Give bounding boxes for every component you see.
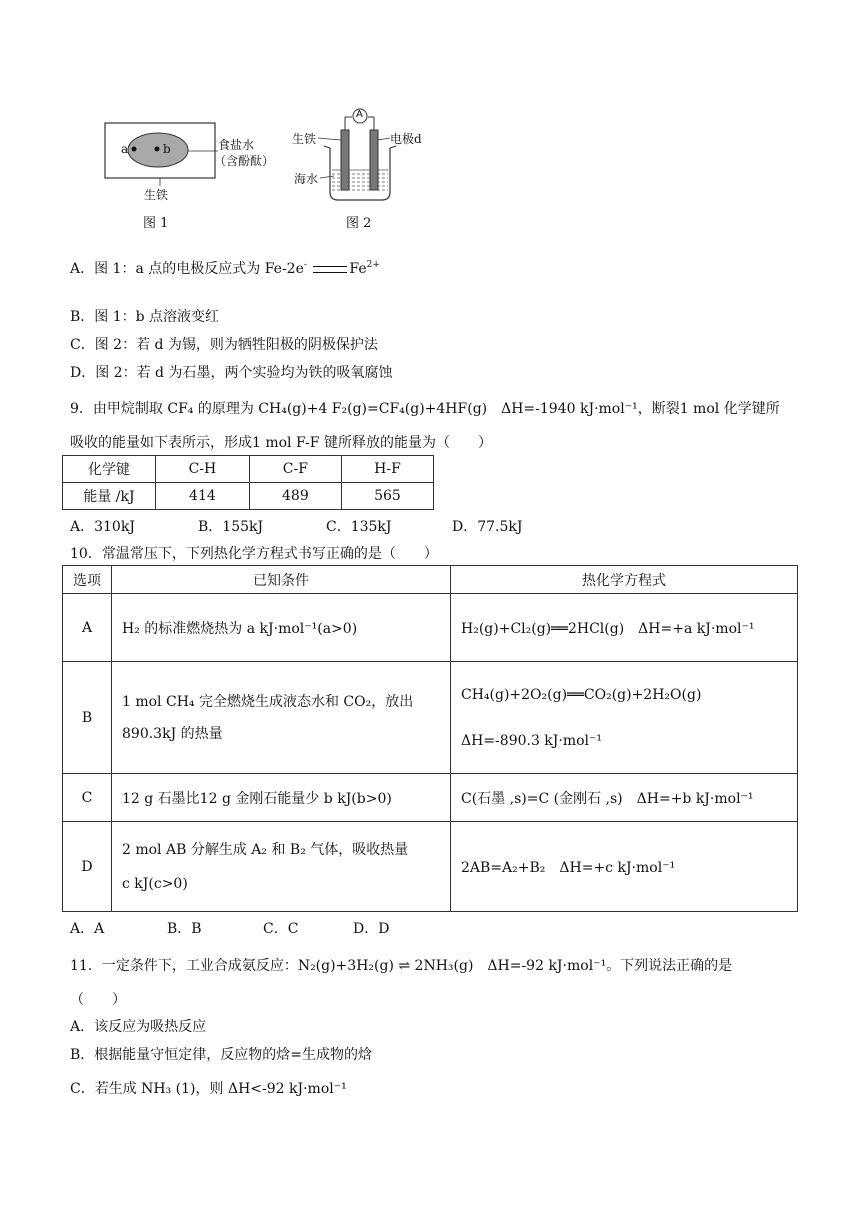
- figure-2: [290, 100, 440, 210]
- condition-cell: 12 g 石墨比12 g 金刚石能量少 b kJ(b>0): [112, 774, 451, 822]
- q8-option-b: B．图 1：b 点溶液变红: [70, 309, 220, 325]
- table-cell: 489: [249, 483, 341, 510]
- condition-cell: H₂ 的标准燃烧热为 a kJ·mol⁻¹(a>0): [112, 594, 451, 662]
- bond-energy-table: [62, 455, 434, 510]
- table-row: [63, 594, 798, 662]
- q8-option-d: D．图 2：若 d 为石墨，两个实验均为铁的吸氧腐蚀: [70, 365, 393, 381]
- q10-option-b: B．B: [167, 921, 202, 937]
- table-row: [63, 662, 798, 774]
- q9-option-a: A．310kJ: [70, 519, 135, 535]
- label-pig-iron-electrode: 生铁: [292, 132, 317, 146]
- label-electrode-d: 电极d: [390, 132, 422, 146]
- label-a: a: [121, 142, 129, 156]
- table-cell: C-F: [249, 456, 341, 483]
- q9-option-b: B．155kJ: [198, 519, 264, 535]
- q9-stem-line2: 吸收的能量如下表所示，形成1 mol F-F 键所释放的能量为（ ）: [70, 435, 492, 451]
- condition-cell: 1 mol CH₄ 完全燃烧生成液态水和 CO₂，放出 890.3kJ 的热量: [112, 662, 451, 774]
- option-cell: D: [63, 822, 112, 912]
- q10-option-c: C．C: [263, 921, 299, 937]
- q8-option-c: C．图 2：若 d 为锡，则为牺牲阳极的阴极保护法: [70, 337, 378, 353]
- equals-sign: [313, 266, 347, 273]
- figure-1: [100, 118, 290, 213]
- q11-option-a: A．该反应为吸热反应: [70, 1019, 207, 1035]
- q11-option-b: B．根据能量守恒定律，反应物的焓=生成物的焓: [70, 1047, 373, 1063]
- q11-stem-line1: 11．一定条件下，工业合成氨反应：N₂(g)+3H₂(g) ⇌ 2NH₃(g) ΔH=-92 kJ·mol⁻¹。下列说法正确的是: [70, 958, 733, 974]
- label-pig-iron: 生铁: [144, 188, 169, 202]
- condition-cell: 2 mol AB 分解生成 A₂ 和 B₂ 气体，吸收热量 c kJ(c>0): [112, 822, 451, 912]
- table-row: [63, 774, 798, 822]
- q9-option-c: C．135kJ: [326, 519, 392, 535]
- table-cell: C-H: [156, 456, 250, 483]
- label-phenolphthalein: （含酚酞）: [214, 154, 275, 168]
- q8-option-a: A．图 1：a 点的电极反应式为 Fe-2e- $Fe^{2+}$: [70, 260, 380, 277]
- table-row: [63, 483, 434, 510]
- row-header: 能量 /kJ: [63, 483, 156, 510]
- q9-stem-line1: 9．由甲烷制取 CF₄ 的原理为 CH₄(g)+4 F₂(g)=CF₄(g)+4HF(g) ΔH=-1940 kJ·mol⁻¹，断裂1 mol 化学键所: [70, 401, 780, 417]
- q10-option-d: D．D: [353, 921, 390, 937]
- q11-stem-line2: （ ）: [70, 992, 126, 1008]
- label-seawater: 海水: [294, 172, 319, 186]
- equation-cell: H₂(g)+Cl₂(g)══2HCl(g) ΔH=+a kJ·mol⁻¹: [451, 594, 798, 662]
- q10-options: [70, 918, 389, 938]
- option-cell: A: [63, 594, 112, 662]
- table-cell: 414: [156, 483, 250, 510]
- electrochemical-cell-diagram: [290, 100, 440, 210]
- q11-option-c: C．若生成 NH₃ (1)，则 ΔH<-92 kJ·mol⁻¹: [70, 1081, 347, 1097]
- q10-stem: 10．常温常压下，下列热化学方程式书写正确的是（ ）: [70, 546, 438, 562]
- header-option: 选项: [63, 566, 112, 594]
- q9-options: [70, 516, 523, 536]
- header-condition: 已知条件: [112, 566, 451, 594]
- q10-option-a: A．A: [70, 921, 105, 937]
- thermochemistry-table: [62, 565, 798, 912]
- header-equation: 热化学方程式: [451, 566, 798, 594]
- table-cell: 565: [341, 483, 433, 510]
- q9-option-d: D．77.5kJ: [452, 519, 523, 535]
- table-header-row: [63, 566, 798, 594]
- equation-cell: C(石墨 ,s)=C (金刚石 ,s) ΔH=+b kJ·mol⁻¹: [451, 774, 798, 822]
- table-row: [63, 822, 798, 912]
- option-cell: C: [63, 774, 112, 822]
- figure-2-caption: 图 2: [346, 216, 372, 231]
- label-salt-water: 食盐水: [218, 138, 255, 152]
- option-cell: B: [63, 662, 112, 774]
- equation-cell: 2AB=A₂+B₂ ΔH=+c kJ·mol⁻¹: [451, 822, 798, 912]
- ammeter-label: A: [356, 109, 363, 120]
- equation-cell: CH₄(g)+2O₂(g)══CO₂(g)+2H₂O(g) ΔH=-890.3 kJ·mol⁻¹: [451, 662, 798, 774]
- label-b: b: [163, 142, 171, 156]
- figure-1-caption: 图 1: [143, 216, 169, 231]
- table-row: [63, 456, 434, 483]
- table-cell: H-F: [341, 456, 433, 483]
- row-header: 化学键: [63, 456, 156, 483]
